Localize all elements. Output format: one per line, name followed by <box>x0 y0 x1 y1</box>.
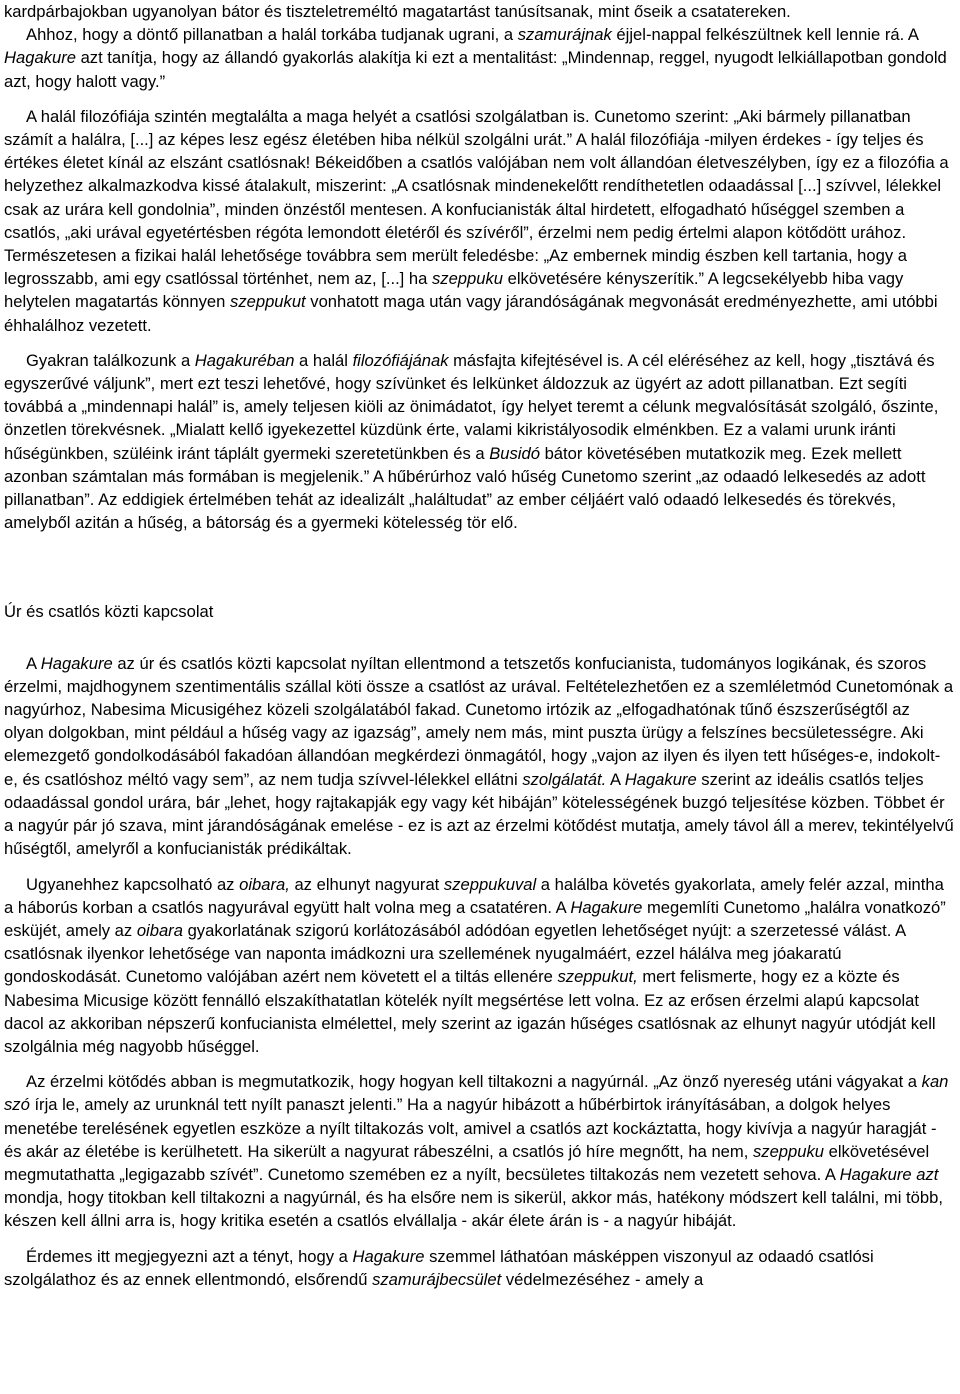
text-run: mondja, hogy titokban kell tiltakozni a nagyúrnál, és ha elsőre nem is sikerül, akkor más, hatékony módszert kell találni, mi több, készen kell állni arra is, hogy kritika esetén a csatlós elvállalja - akár élete árán is - a nagyúr hibáját. <box>4 1188 943 1231</box>
italic-term: filozófiájának <box>352 350 449 370</box>
text-run: elkövetésével megmutathatta „legigazabb szívét”. Cunetomo szemében ez a nyílt, becsületes tiltakozás nem vezetett sehova. A <box>4 1141 930 1184</box>
text-run: írja le, amely az urunknál tett nyílt panaszt jelenti.” Ha a nagyúr hibázott a hűbérbirtok irányításában, a dolgok helyes menetébe terelésének egyetlen eszköze a nyílt tiltakozás volt, amivel a csatlós azt kockáztatta, hogy kivívja a nagyúr haragját - és akár az életébe is kerülhetett. Ha sikerült a nagyurat rábeszélni, a csatlós jó híre megnőtt, ha nem, <box>4 1095 937 1161</box>
text-run: az úr és csatlós közti kapcsolat nyíltan ellentmond a tetszetős konfucianista, tudományos logikának, és szoros érzelmi, majdhogynem szentimentális szállal köti össze a csatlóst az urával. Feltételezhetően ez a szemléletmód Cunetomónak a nagyúrhoz, Nabesima Micusigéhez közeli szolgálatából fakad. Cunetomo irtózik az „elfogadhatónak tűnő észszerűségtől az olyan dolgokban, mint például a hűség vagy az igazság”, amely nem más, mint puszta ürügy a felszínes becsületességre. Aki elemezgető gondolkodásából fakadóan állandóan megkérdezi önmagától, hogy „vajon az ilyen és ilyen tett hűséges-e, indokolt-e, és csatlóshoz méltó vagy sem”, az nem tudja szívvel-lélekkel ellátni <box>4 653 954 789</box>
section-gap <box>4 534 954 600</box>
text-run: az elhunyt nagyurat <box>289 874 444 894</box>
italic-term: szeppukut, <box>557 967 638 987</box>
italic-term: szeppuku <box>431 269 504 289</box>
paragraph <box>4 349 954 535</box>
italic-term: Hagakuréban <box>194 350 295 370</box>
text-run: A <box>26 653 41 673</box>
italic-term: Hagakure azt <box>839 1164 939 1184</box>
paragraph-gap <box>4 93 954 105</box>
paragraph <box>4 652 954 861</box>
italic-term: Busidó <box>489 443 540 463</box>
paragraph <box>4 1070 954 1232</box>
italic-term: oibara, <box>239 874 290 894</box>
italic-term: szeppukuval <box>443 874 537 894</box>
text-run: Ugyanehhez kapcsolható az <box>26 874 240 894</box>
text-run: bátor követésében mutatkozik meg. Ezek mellett azonban számtalan más formában is megjelenik.” A hűbérúrhoz való hűség Cunetomo szerint „az odaadó lelkesedés az adott pillanatban”. Az eddigiek értelmében tehát az idealizált „haláltudat” az ember céljáért való odaadó lelkesedés és törekvés, amelyből azitán a hűség, a bátorság és a gyermeki kötelesség tör elő. <box>4 443 926 533</box>
paragraph <box>4 105 954 337</box>
text-run: kardpárbajokban ugyanolyan bátor és tiszteletreméltó magatartást tanúsítsanak, mint őseik a csatatereken. <box>4 2 791 21</box>
italic-term: oibara <box>136 920 183 940</box>
section-heading: Úr és csatlós közti kapcsolat <box>4 602 214 622</box>
paragraph <box>4 23 954 93</box>
text-run: a halál <box>294 350 353 370</box>
text-run: azt tanítja, hogy az állandó gyakorlás alakítja ki ezt a mentalitást: „Mindennap, reggel, nyugodt lelkiállapotban gondold azt, hogy halott vagy.” <box>4 48 947 91</box>
italic-term: kan szó <box>4 1072 949 1115</box>
paragraph-gap <box>4 861 954 873</box>
text-run: Érdemes itt megjegyezni azt a tényt, hogy a <box>26 1246 353 1266</box>
italic-term: Hagakure <box>624 769 697 789</box>
italic-term: Hagakure <box>40 653 113 673</box>
section-gap <box>4 624 954 652</box>
italic-term: Hagakure <box>570 897 643 917</box>
text-run: megemlíti Cunetomo „halálra vonatkozó” esküjét, amely az <box>4 897 946 940</box>
italic-term: Hagakure <box>352 1246 425 1266</box>
paragraph-gap <box>4 1233 954 1245</box>
text-run: Ahhoz, hogy a döntő pillanatban a halál torkába tudjanak ugrani, a <box>26 25 518 45</box>
paragraph <box>4 1245 954 1291</box>
text-run: A <box>606 769 625 789</box>
italic-term: Hagakure <box>4 48 76 68</box>
text-run: mert felismerte, hogy ez a közte és Nabesima Micusige között fennálló elszakíthatatlan kötelék nyílt megsértése lett volna. Ez az erősen érzelmi alapú kapcsolat dacol az akkoriban népszerű konfucianista elmélettel, mely szerint az igazán hűséges csatlósnak az elhunyt nagyúr utódját kell szolgálnia még nagyobb hűséggel. <box>4 967 936 1056</box>
text-run: szemmel láthatóan másképpen viszonyul az odaadó csatlósi szolgálathoz és az ennek ellentmondó, elsőrendű <box>4 1246 874 1289</box>
paragraph-gap <box>4 1058 954 1070</box>
document-page <box>4 0 954 1291</box>
text-run: Gyakran találkozunk a <box>26 350 195 370</box>
text-run: másfajta kifejtésével is. A cél eléréséhez az kell, hogy „tisztává és egyszerűvé váljunk”, mert ezt teszi lehetővé, hogy szívünket és lelkünket áldozzuk az ügyért az adott pillanatban. Ezt segíti továbbá a „mindennapi halál” is, amely teljesen kiöli az önimádatot, így helyet teremt a célunk megvalósítását szolgáló, őszinte, önzetlen törekvésnek. „Mialatt kellő igyekezettel küzdünk érte, valami kikristályosodik elménkben. Ez a valami urunk iránti hűségünkben, szüléink iránt táplált gyermeki szeretetünkben és a <box>4 350 939 463</box>
paragraph-gap <box>4 337 954 349</box>
paragraph <box>4 0 954 23</box>
italic-term: szamurájbecsület <box>372 1269 502 1289</box>
italic-term: szeppukut <box>230 292 306 312</box>
italic-term: szeppuku <box>752 1141 825 1161</box>
text-run: elkövetésére kényszerítik.” A legcsekélyebb hiba vagy helytelen magatartás könnyen <box>4 269 904 312</box>
text-run: a halálba követés gyakorlata, amely felér azzal, mintha a háborús korban a csatlós nagyurával együtt halt volna meg a csatatéren. A <box>4 874 944 917</box>
paragraph <box>4 873 954 1059</box>
text-run: védelmezéséhez - amely a <box>501 1269 704 1289</box>
text-run: szerint az ideális csatlós teljes odaadással gondol urára, bár „lehet, hogy rajtakapják egy vagy két hibáján” kötelességének buzgó teljesítése közben. Többet ér a nagyúr pár jó szava, mint járandóságának emelése - ez is azt az érzelmi kötődést mutatja, amely távol áll a merev, tekintélyelvű hűségtől, amelyről a konfucianisták prédikáltak. <box>4 769 954 859</box>
italic-term: szamurájnak <box>517 25 612 45</box>
text-run: éjjel-nappal felkészültnek kell lennie rá. A <box>611 25 919 45</box>
text-run: gyakorlatának szigorú korlátozásából adódóan egyetlen lehetőséget nyújt: a szerzetessé válást. A csatlósnak ilyenkor lehetősége van naponta imádkozni ura szellemének nyugalmáért, ezzel hálálva meg jóakaratú gondoskodását. Cunetomo valójában azért nem követett el a tiltás ellenére <box>4 920 906 987</box>
text-run: A halál filozófiája szintén megtalálta a maga helyét a csatlósi szolgálatban is. Cunetomo szerint: „Aki bármely pillanatban számít a halálra, [...] az képes lesz egész életében hiba nélkül szolgálni urát.” A halál filozófiája -milyen érdekes - így teljes és értékes életet kínál az elszánt csatlósnak! Békeidőben a csatlós valójában nem volt állandóan életveszélyben, így ez a filozófia a helyzethez alkalmazkodva kissé átalakult, miszerint: „A csatlósnak mindenekelőtt rendíthetetlen odaadással [...] szívvel, lélekkel csak az urára kell gondolnia”, minden önzéstől mentesen. A konfucianisták által hirdetett, elfogadható hűséggel szemben a csatlós, „aki urával egyetértésben régóta lemondott életéről és szívéről”, érzelmi nem pedig értelmi alapon kötődött urához. Természetesen a fizikai halál lehetősége továbbra sem merült feledésbe: „Az embernek mindig észben kell tartania, hogy a legrosszabb, ami egy csatlóssal történhet, nem az, [...] ha <box>4 106 949 289</box>
italic-term: szolgálatát. <box>522 769 607 789</box>
text-run: Az érzelmi kötődés abban is megmutatkozik, hogy hogyan kell tiltakozni a nagyúrnál. „Az önző nyereség utáni vágyakat a <box>26 1072 922 1092</box>
text-run: vonhatott maga után vagy járandóságának megvonását eredményezhette, ami utóbbi éhhalálhoz vezetett. <box>4 292 938 335</box>
